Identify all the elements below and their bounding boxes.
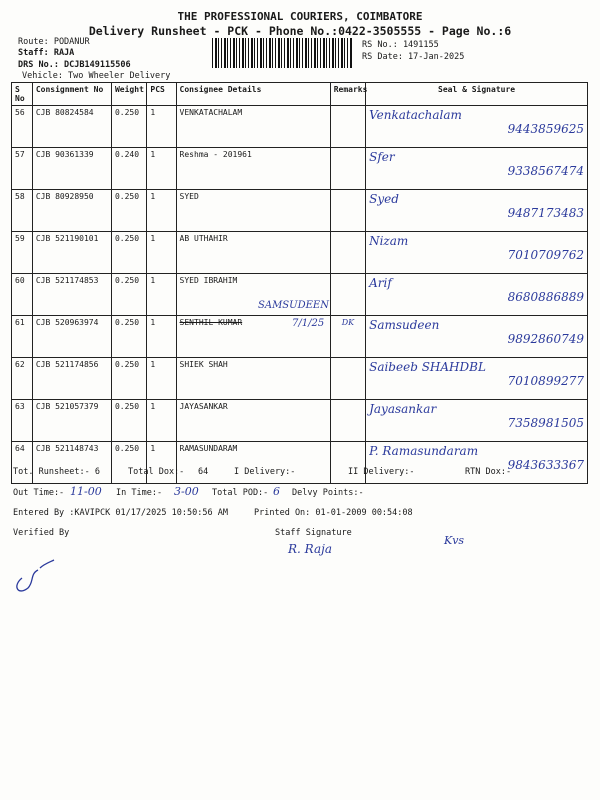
cell-consignment: CJB 521174853 xyxy=(32,274,111,316)
cell-sno: 58 xyxy=(12,190,33,232)
handwritten-name: Jayasankar xyxy=(369,402,437,416)
in-time-value: 3-00 xyxy=(174,485,199,498)
col-consignment: Consignment No xyxy=(32,83,111,106)
cell-consignee: AB UTHAHIR xyxy=(176,232,330,274)
cell-remarks xyxy=(330,106,365,148)
cell-consignment: CJB 521174856 xyxy=(32,358,111,400)
total-pod-label: Total POD:- xyxy=(212,488,269,498)
runsheet-subtitle: Delivery Runsheet - PCK - Phone No.:0422-3505555 - Page No.:6 xyxy=(88,24,512,38)
cell-sno: 57 xyxy=(12,148,33,190)
handwritten-phone: 9892860749 xyxy=(507,332,584,346)
handwritten-name: Samsudeen xyxy=(369,318,440,332)
cell-pcs: 1 xyxy=(147,148,176,190)
table-row xyxy=(12,148,588,190)
cell-pcs: 1 xyxy=(147,316,176,358)
barcode xyxy=(212,38,352,68)
col-remarks: Remarks xyxy=(330,83,365,106)
vehicle-label: Vehicle: Two Wheeler Delivery xyxy=(22,71,171,81)
table-row xyxy=(12,358,588,400)
cell-remarks: DK xyxy=(330,316,365,358)
cell-signature xyxy=(366,358,588,400)
cell-sno: 63 xyxy=(12,400,33,442)
verified-by: Verified By xyxy=(13,528,70,538)
cell-consignment: CJB 80928950 xyxy=(32,190,111,232)
cell-pcs: 1 xyxy=(147,190,176,232)
rs-no: RS No.: 1491155 xyxy=(362,40,439,50)
cell-consignment: CJB 520963974 xyxy=(32,316,111,358)
cell-weight: 0.250 xyxy=(111,190,146,232)
table-row xyxy=(12,400,588,442)
cell-pcs: 1 xyxy=(147,274,176,316)
printed-on: Printed On: 01-01-2009 00:54:08 xyxy=(254,508,413,518)
table-header-row xyxy=(12,83,588,106)
cell-sno: 61 xyxy=(12,316,33,358)
table-row xyxy=(12,232,588,274)
col-pcs: PCS xyxy=(147,83,176,106)
col-weight: Weight xyxy=(111,83,146,106)
cell-sno: 56 xyxy=(12,106,33,148)
cell-pcs: 1 xyxy=(147,442,176,484)
cell-consignee: VENKATACHALAM xyxy=(176,106,330,148)
cell-pcs: 1 xyxy=(147,358,176,400)
entered-by: Entered By :KAVIPCK 01/17/2025 10:50:56 AM xyxy=(13,508,228,518)
cell-consignee: RAMASUNDARAM xyxy=(176,442,330,484)
cell-weight: 0.250 xyxy=(111,442,146,484)
handwritten-name: Arif xyxy=(369,276,392,290)
total-dox-label: Total Dox:- xyxy=(128,467,185,477)
cell-consignee: JAYASANKAR xyxy=(176,400,330,442)
cell-weight: 0.250 xyxy=(111,274,146,316)
route-label: Route: PODANUR xyxy=(18,37,90,47)
cell-signature xyxy=(366,400,588,442)
cell-consignee: SENTHIL KUMAR xyxy=(176,316,330,358)
cell-remarks xyxy=(330,358,365,400)
table-row xyxy=(12,442,588,484)
handwritten-name: P. Ramasundaram xyxy=(369,444,479,458)
cell-remarks xyxy=(330,442,365,484)
cell-weight: 0.250 xyxy=(111,400,146,442)
cell-remarks xyxy=(330,232,365,274)
cell-sno: 60 xyxy=(12,274,33,316)
cell-signature xyxy=(366,148,588,190)
handwritten-samsudeen: SAMSUDEEN xyxy=(258,300,329,311)
cell-weight: 0.250 xyxy=(111,106,146,148)
handwritten-phone: 7358981505 xyxy=(507,416,584,430)
handwritten-name: Nizam xyxy=(369,234,409,248)
out-time-label: Out Time:- xyxy=(13,488,65,498)
staff-signature: R. Raja xyxy=(288,542,333,556)
cell-signature xyxy=(366,316,588,358)
cell-consignment: CJB 521190101 xyxy=(32,232,111,274)
staff-label: Staff: RAJA xyxy=(18,48,75,58)
cell-weight: 0.240 xyxy=(111,148,146,190)
col-consignee: Consignee Details xyxy=(176,83,330,106)
cell-consignment: CJB 521148743 xyxy=(32,442,111,484)
i-delivery: I Delivery:- xyxy=(234,467,296,477)
cell-pcs: 1 xyxy=(147,400,176,442)
handwritten-name: Venkatachalam xyxy=(369,108,462,122)
cell-signature xyxy=(366,232,588,274)
table-row xyxy=(12,190,588,232)
ii-delivery: II Delivery:- xyxy=(348,467,415,477)
handwritten-phone: 8680886889 xyxy=(507,290,584,304)
runsheet-table xyxy=(11,82,588,484)
in-time-label: In Time:- xyxy=(116,488,163,498)
cell-consignee: SYED xyxy=(176,190,330,232)
handwritten-name: Syed xyxy=(369,192,399,206)
col-signature: Seal & Signature xyxy=(366,83,588,106)
cell-sno: 64 xyxy=(12,442,33,484)
cell-pcs: 1 xyxy=(147,106,176,148)
cell-consignee: Reshma - 201961 xyxy=(176,148,330,190)
cell-sno: 59 xyxy=(12,232,33,274)
table-row xyxy=(12,106,588,148)
handwritten-phone: 9843633367 xyxy=(507,458,584,472)
cell-signature xyxy=(366,442,588,484)
cell-remarks xyxy=(330,148,365,190)
drs-label: DRS No.: DCJB149115506 xyxy=(18,60,131,70)
delvy-points: Delvy Points:- xyxy=(292,488,364,498)
cell-consignment: CJB 521057379 xyxy=(32,400,111,442)
cell-signature xyxy=(366,190,588,232)
company-title: THE PROFESSIONAL COURIERS, COIMBATORE xyxy=(177,10,423,23)
cell-pcs: 1 xyxy=(147,232,176,274)
cell-consignee: SYED IBRAHIM xyxy=(176,274,330,316)
cell-remarks xyxy=(330,274,365,316)
total-runsheet: Tot. Runsheet:- 6 xyxy=(13,467,100,477)
handwritten-name: Saibeeb SHAHDBL xyxy=(369,360,486,374)
cell-weight: 0.250 xyxy=(111,316,146,358)
corner-initials: Kvs xyxy=(444,534,465,547)
out-time-value: 11-00 xyxy=(70,485,102,498)
cell-consignee: SHIEK SHAH xyxy=(176,358,330,400)
total-pod-value: 6 xyxy=(273,485,280,498)
handwritten-name: Sfer xyxy=(369,150,395,164)
handwritten-date: 7/1/25 xyxy=(292,318,325,329)
cell-weight: 0.250 xyxy=(111,358,146,400)
cell-remarks xyxy=(330,190,365,232)
cell-signature xyxy=(366,106,588,148)
total-dox-value: 64 xyxy=(198,467,209,477)
col-sno: S No xyxy=(12,83,33,106)
cell-weight: 0.250 xyxy=(111,232,146,274)
cell-remarks xyxy=(330,400,365,442)
handwritten-phone: 9487173483 xyxy=(507,206,584,220)
staff-signature-label: Staff Signature xyxy=(275,528,352,538)
rtn-dox: RTN Dox:- xyxy=(465,467,512,477)
handwritten-phone: 9443859625 xyxy=(507,122,584,136)
rs-date: RS Date: 17-Jan-2025 xyxy=(362,52,465,62)
handwritten-phone: 7010709762 xyxy=(507,248,584,262)
cell-signature xyxy=(366,274,588,316)
handwritten-phone: 7010899277 xyxy=(507,374,584,388)
cell-sno: 62 xyxy=(12,358,33,400)
cell-consignment: CJB 80824584 xyxy=(32,106,111,148)
handwritten-phone: 9338567474 xyxy=(507,164,584,178)
cell-consignment: CJB 90361339 xyxy=(32,148,111,190)
verifier-scribble xyxy=(10,548,70,598)
